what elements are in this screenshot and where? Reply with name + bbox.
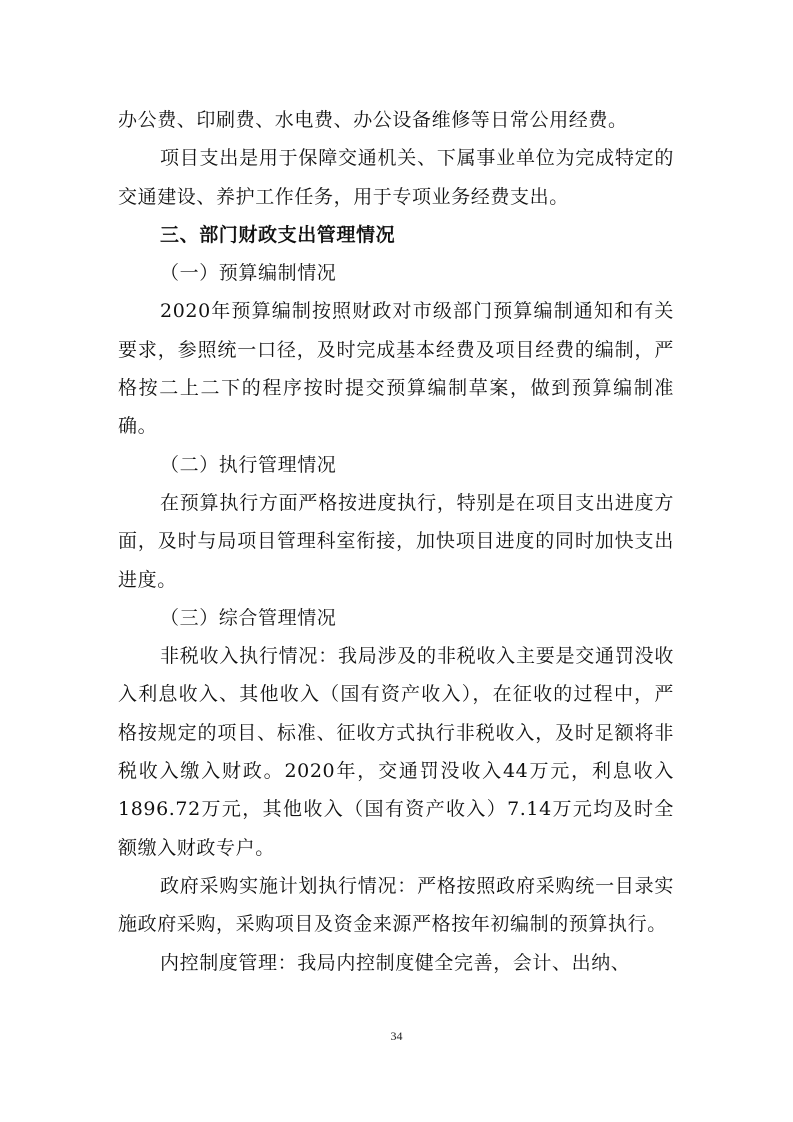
- paragraph-non-tax-revenue: 非税收入执行情况：我局涉及的非税收入主要是交通罚没收入利息收入、其他收入（国有资产收入），在征收的过程中，严格按规定的项目、标准、征收方式执行非税收入，及时足额将非税收入缴入财政。2020年，交通罚没收入44万元，利息收入1896.72万元，其他收入（国有资产收入）7.14万元均及时全额缴入财政专户。: [118, 645, 674, 859]
- subheading-execution-management: （二）执行管理情况: [160, 453, 337, 476]
- paragraph-execution-management: 在预算执行方面严格按进度执行，特别是在项目支出进度方面，及时与局项目管理科室衔接，加快项目进度的同时加快支出进度。: [118, 491, 674, 591]
- section-heading: 三、部门财政支出管理情况: [160, 223, 396, 246]
- paragraph-internal-control: 内控制度管理：我局内控制度健全完善，会计、出纳、: [160, 951, 631, 974]
- paragraph-continuation: 办公费、印刷费、水电费、办公设备维修等日常公用经费。: [118, 109, 628, 131]
- paragraph-budget-preparation: 2020年预算编制按照财政对市级部门预算编制通知和有关要求，参照统一口径，及时完成基本经费及项目经费的编制，严格按二上二下的程序按时提交预算编制草案，做到预算编制准确。: [118, 300, 674, 438]
- document-body: [118, 101, 674, 982]
- paragraph-project-expenditure: 项目支出是用于保障交通机关、下属事业单位为完成特定的交通建设、养护工作任务，用于专项业务经费支出。: [118, 147, 674, 208]
- page-number: 34: [390, 1029, 403, 1043]
- subheading-comprehensive-management: （三）综合管理情况: [160, 606, 337, 629]
- subheading-budget-preparation: （一）预算编制情况: [160, 262, 337, 285]
- paragraph-government-procurement: 政府采购实施计划执行情况：严格按照政府采购统一目录实施政府采购，采购项目及资金来源严格按年初编制的预算执行。: [118, 874, 674, 936]
